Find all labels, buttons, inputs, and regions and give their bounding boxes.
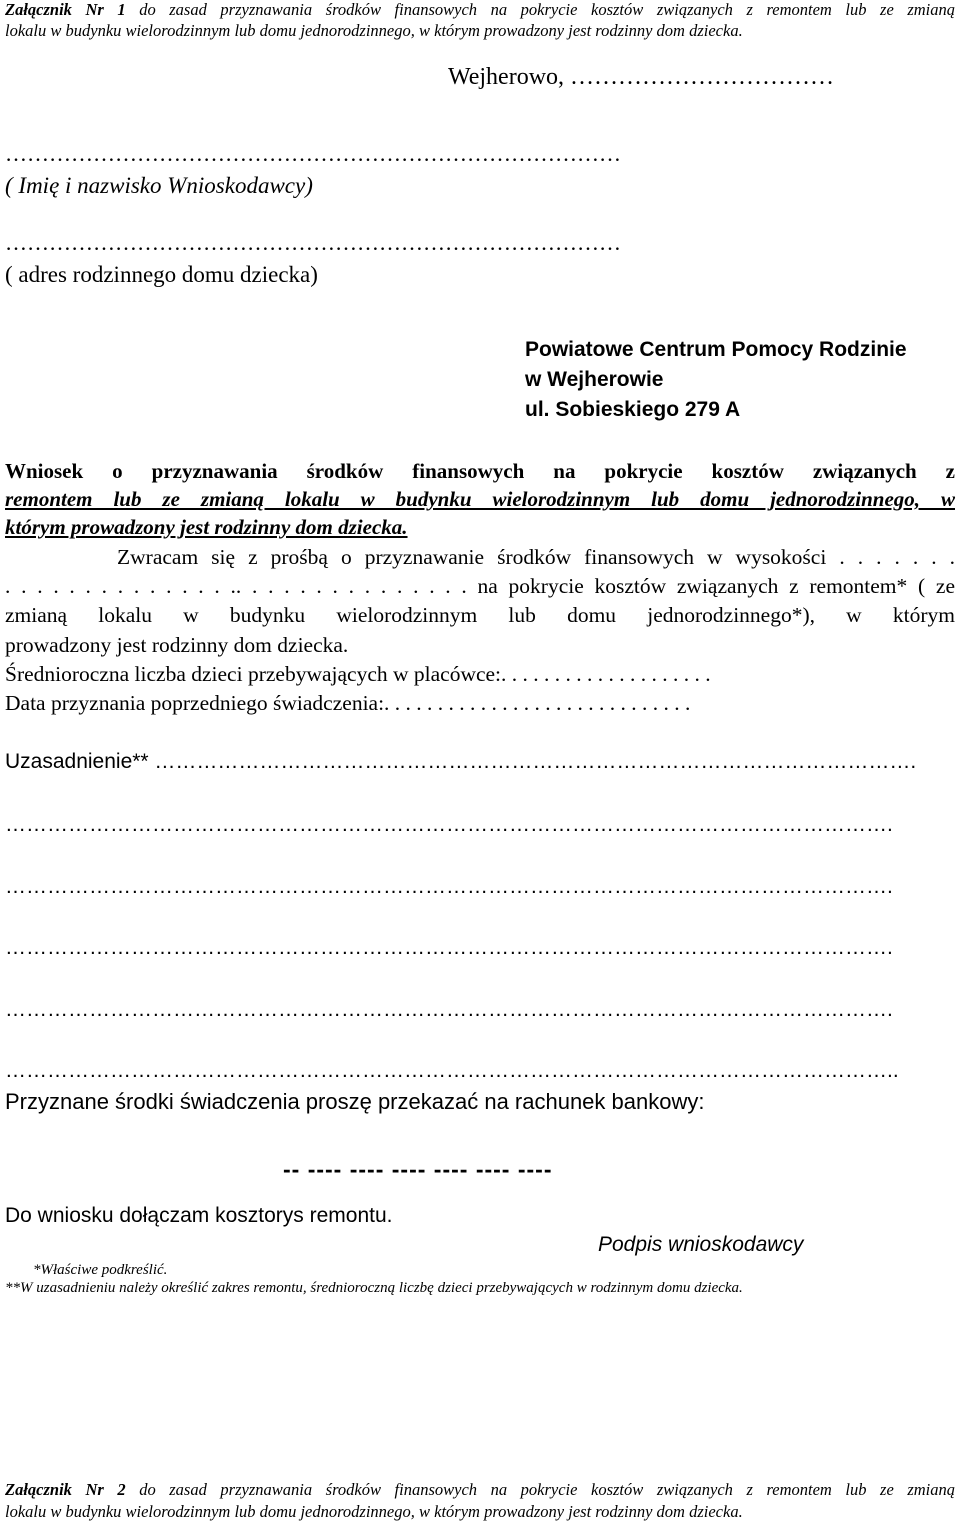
title-line2 — [5, 487, 955, 512]
applicant-name-label: ( Imię i nazwisko Wnioskodawcy) — [5, 173, 313, 198]
annex2-header-line2: lokalu w budynku wielorodzinnym lub domu jednorodzinnego, w którym prowadzony jest rodzinny dom dziecka. — [5, 1502, 743, 1521]
attachment-note: Do wniosku dołączam kosztorys remontu. — [5, 1204, 393, 1227]
avg-children-field: Średnioroczna liczba dzieci przebywających w placówce:. . . . . . . . . . . . . . . . . . . . — [5, 662, 711, 686]
recipient-line3: ul. Sobieskiego 279 A — [525, 398, 741, 421]
footnote-2: **W uzasadnieniu należy określić zakres remontu, średnioroczną liczbę dzieci przebywających w rodzinnym domu dziecka. — [5, 1280, 743, 1296]
justification-label: Uzasadnienie** ………………………………………………………………………………………………. — [5, 750, 917, 773]
footnote-1: *Właściwe podkreślić. — [33, 1262, 168, 1278]
annex2-line1-text: do zasad przyznawania środków finansowych na pokrycie kosztów związanych z remontem lub ze zmianą — [139, 1480, 955, 1499]
annex2-header-line1 — [5, 1480, 955, 1500]
bank-account-label: Przyznane środki świadczenia proszę przekazać na rachunek bankowy: — [5, 1089, 705, 1114]
justification-line-4: ………………………………………………………………………………………………………………. — [5, 998, 893, 1021]
body-line4: prowadzony jest rodzinny dom dziecka. — [5, 633, 349, 657]
prev-benefit-date-field: Data przyznania poprzedniego świadczenia:. . . . . . . . . . . . . . . . . . . . . . . . . . . . . — [5, 691, 691, 715]
title-line2-text: remontem lub ze zmianą lokalu w budynku wielorodzinnym lub domu jednorodzinnego, w — [5, 487, 955, 511]
justification-line-2: ………………………………………………………………………………………………………………. — [5, 875, 893, 898]
applicant-address-label: ( adres rodzinnego domu dziecka) — [5, 262, 318, 287]
annex1-header-line1 — [5, 0, 955, 20]
body-line3 — [5, 603, 955, 628]
recipient-line1: Powiatowe Centrum Pomocy Rodzinie — [525, 338, 907, 361]
title-line3: którym prowadzony jest rodzinny dom dziecka. — [5, 515, 408, 539]
signature-label: Podpis wnioskodawcy — [598, 1233, 804, 1256]
title-line1 — [5, 459, 955, 484]
justification-line-5: ……………………………………………………………………………………………………………….. — [5, 1059, 899, 1082]
body-line1-text: Zwracam się z prośbą o przyznawanie środków finansowych w wysokości . . . . . . . — [117, 545, 955, 569]
annex2-label: Załącznik Nr 2 — [5, 1480, 126, 1499]
body-line2 — [5, 574, 955, 599]
title-line1-text: Wniosek o przyznawania środków finansowych na pokrycie kosztów związanych z — [5, 459, 955, 483]
place-date-field: Wejherowo, …………………………… — [448, 64, 835, 90]
applicant-address-dots: ………………………………………………………………………… — [5, 230, 621, 255]
recipient-line2: w Wejherowie — [525, 368, 664, 391]
annex1-line1-text: do zasad przyznawania środków finansowych na pokrycie kosztów związanych z remontem lub ze zmianą — [139, 0, 955, 19]
justification-line-3: ………………………………………………………………………………………………………………. — [5, 936, 893, 959]
body-line3-text: zmianą lokalu w budynku wielorodzinnym lub domu jednorodzinnego*), w którym — [5, 603, 955, 627]
bank-account-number-field: -- ---- ---- ---- ---- ---- ---- — [283, 1156, 553, 1182]
applicant-name-dots: ………………………………………………………………………… — [5, 141, 621, 166]
body-line1 — [117, 545, 955, 570]
annex1-label: Załącznik Nr 1 — [5, 0, 126, 19]
annex1-header-line2: lokalu w budynku wielorodzinnym lub domu jednorodzinnego, w którym prowadzony jest rodzinny dom dziecka. — [5, 21, 743, 40]
body-line2-text: . . . . . . . . . . . . . . .. . . . . . . . . . . . . . . na pokrycie kosztów związanych z remontem* ( ze — [5, 574, 955, 598]
justification-line-1: ………………………………………………………………………………………………………………. — [5, 813, 893, 836]
